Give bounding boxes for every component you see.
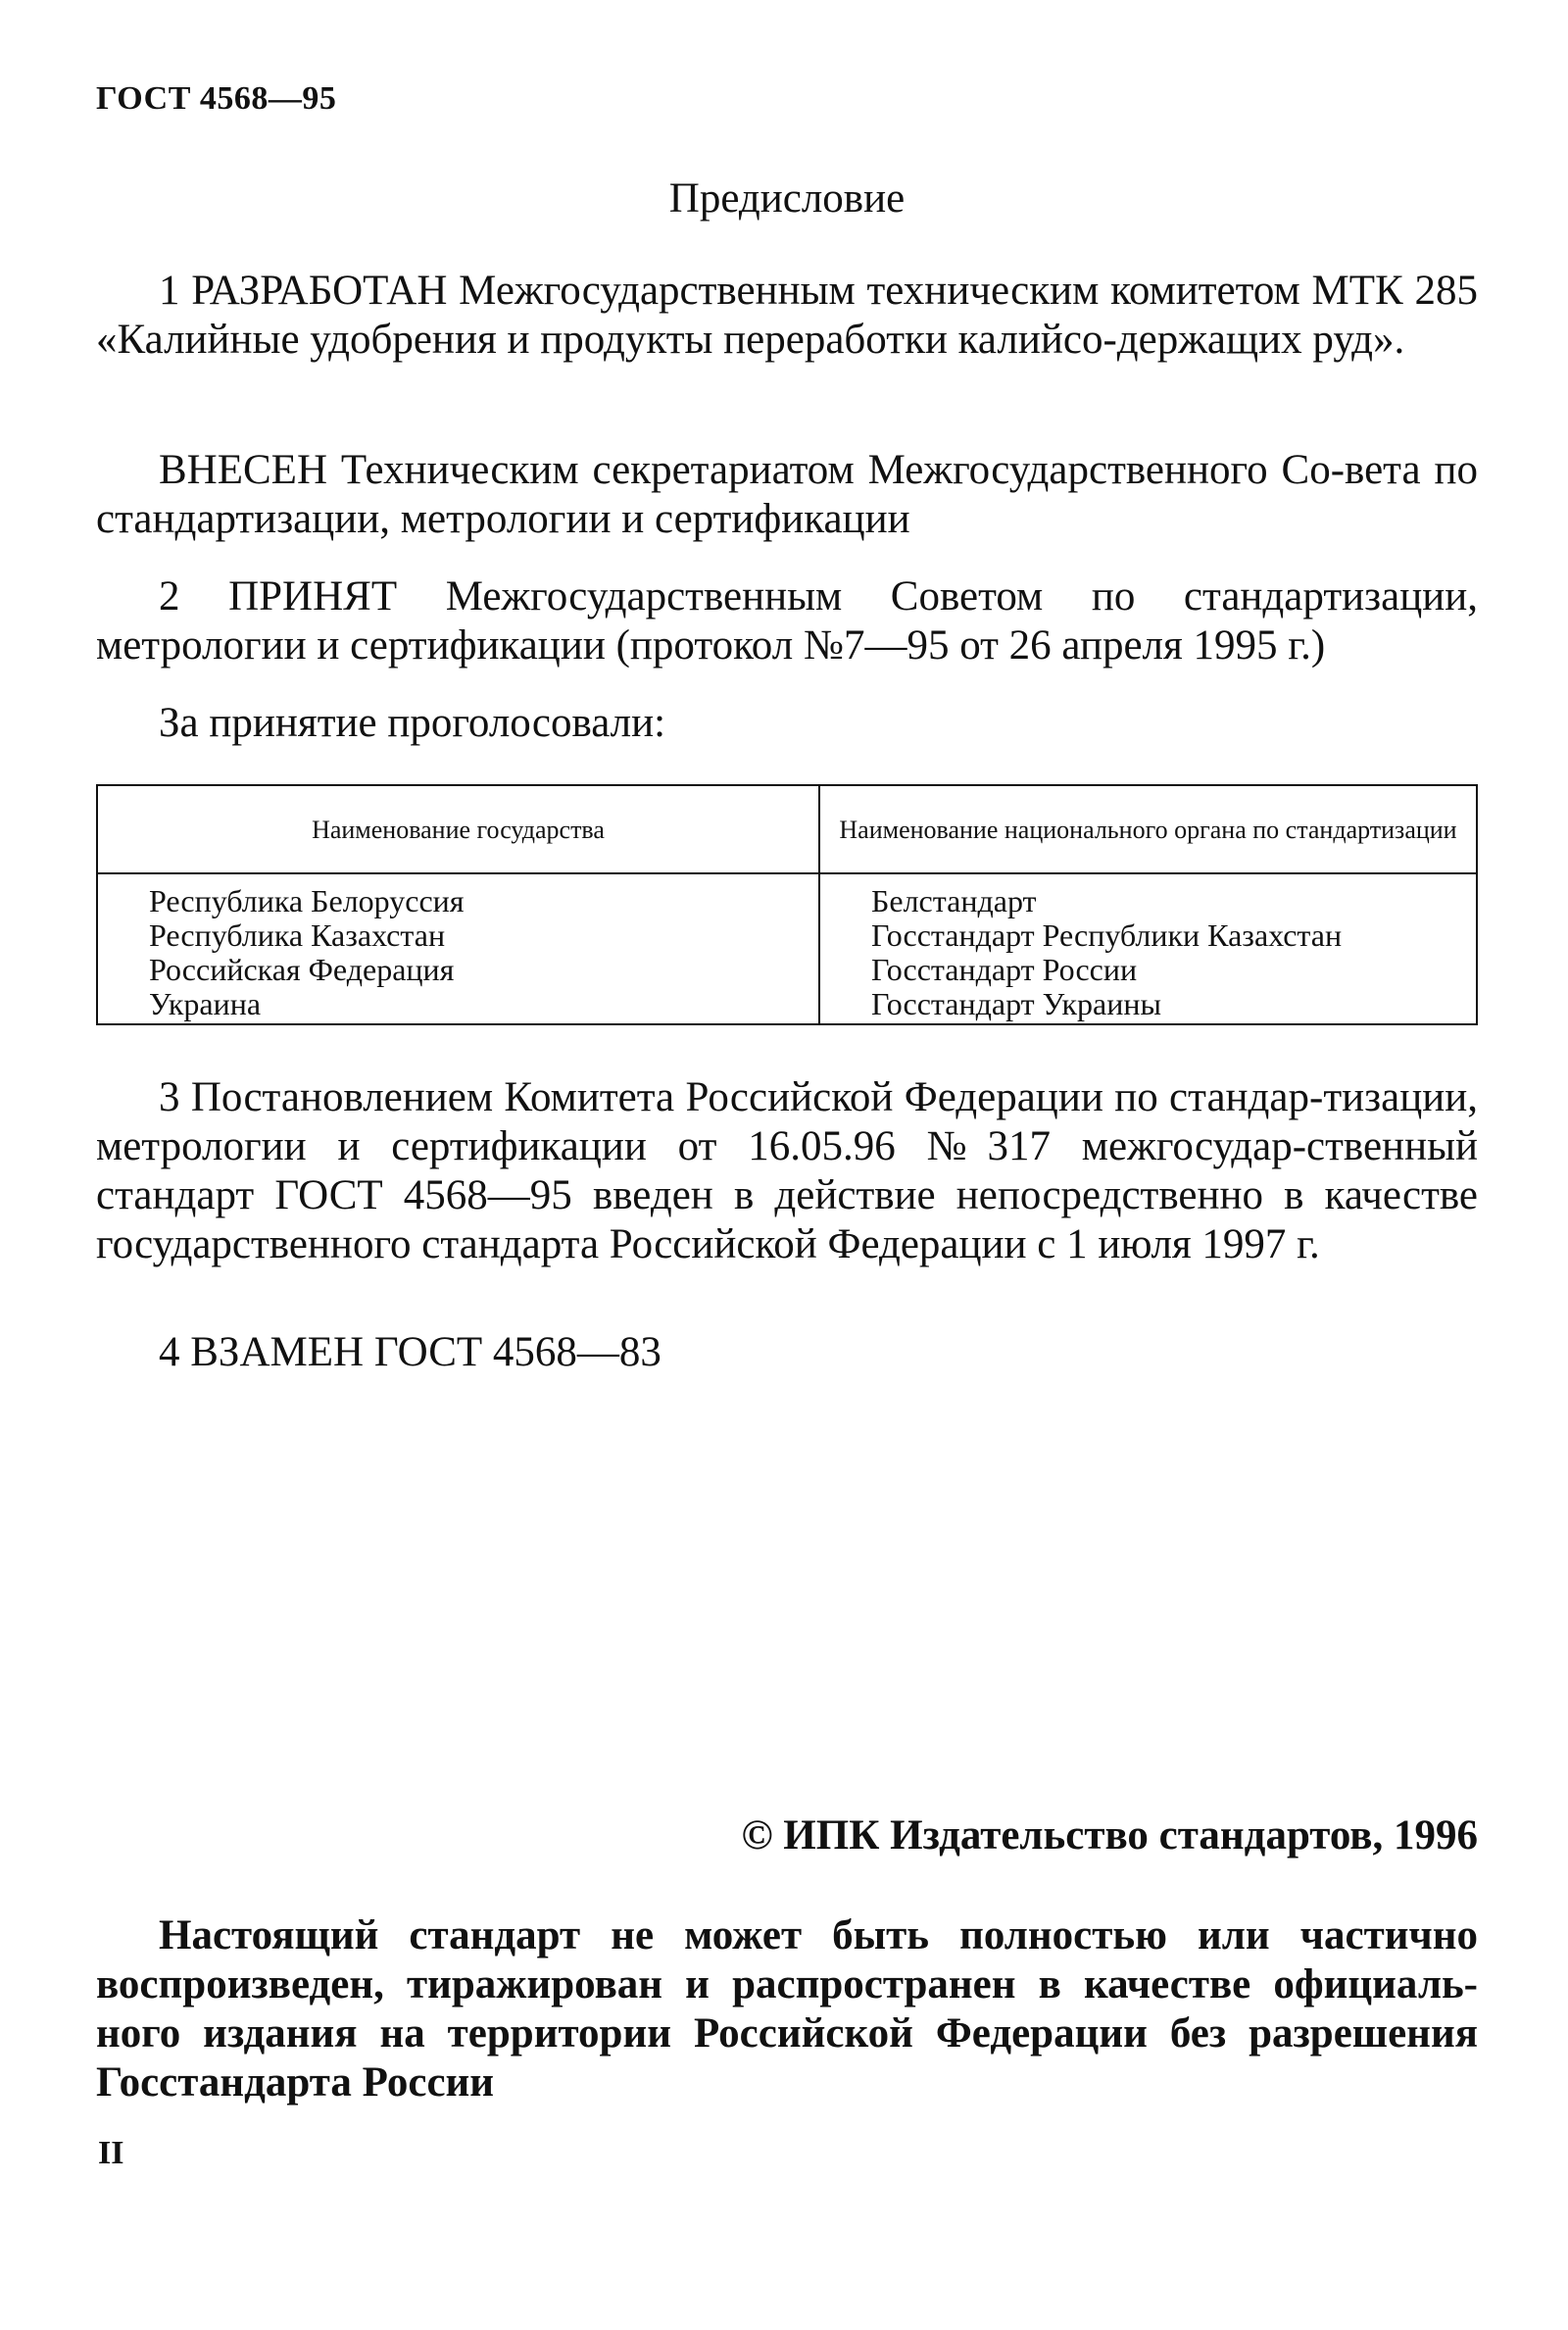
state-name: Российская Федерация	[149, 952, 455, 987]
document-page	[96, 0, 1478, 2330]
state-name: Республика Белоруссия	[149, 883, 465, 918]
standards-body-name: Госстандарт Республики Казахстан	[871, 917, 1343, 953]
table-body-row	[97, 873, 1477, 1024]
document-id-header: ГОСТ 4568—95	[96, 80, 337, 117]
state-name: Украина	[149, 986, 262, 1021]
standards-body-name: Госстандарт Украины	[871, 986, 1161, 1021]
paragraph-developed-by: 1 РАЗРАБОТАН Межгосударственным техническим комитетом МТК 285 «Калийные удобрения и продукты переработки калийсо-держащих руд».	[96, 268, 1478, 363]
voting-states-table	[96, 784, 1478, 1025]
page-number: II	[98, 2135, 124, 2171]
paragraph-voted-for: За принятие проголосовали:	[159, 700, 666, 746]
column-header-standards-body: Наименование национального органа по стандартизации	[819, 785, 1477, 873]
paragraph-adopted-by: 2 ПРИНЯТ Межгосударственным Советом по стандартизации, метрологии и сертификации (протокол №7—95 от 26 апреля 1995 г.)	[96, 573, 1478, 669]
column-header-state: Наименование государства	[97, 785, 819, 873]
paragraph-replaces: 4 ВЗАМЕН ГОСТ 4568—83	[159, 1329, 662, 1375]
states-cell	[97, 873, 819, 1024]
paragraph-introduced-by: ВНЕСЕН Техническим секретариатом Межгосударственного Со-вета по стандартизации, метрологии и сертификации	[96, 447, 1478, 542]
copyright-notice: © ИПК Издательство стандартов, 1996	[741, 1812, 1478, 1859]
standards-body-name: Белстандарт	[871, 883, 1037, 918]
paragraph-enacted: 3 Постановлением Комитета Российской Федерации по стандар-тизации, метрологии и сертификации от 16.05.96 №317 межгосудар-ственный стандарт ГОСТ 4568—95 введен в действие непосредственно в качестве государственного стандарта Российской Федерации с 1 июля 1997 г.	[96, 1074, 1478, 1267]
reproduction-notice: Настоящий стандарт не может быть полностью или частично воспроизведен, тиражирован и распространен в качестве официаль-ного издания на территории Российской Федерации без разрешения Госстандарта России	[96, 1912, 1478, 2106]
table-header-row	[97, 785, 1477, 873]
standards-body-name: Госстандарт России	[871, 952, 1138, 987]
standards-bodies-cell	[819, 873, 1477, 1024]
page-title: Предисловие	[668, 175, 906, 222]
state-name: Республика Казахстан	[149, 917, 446, 953]
